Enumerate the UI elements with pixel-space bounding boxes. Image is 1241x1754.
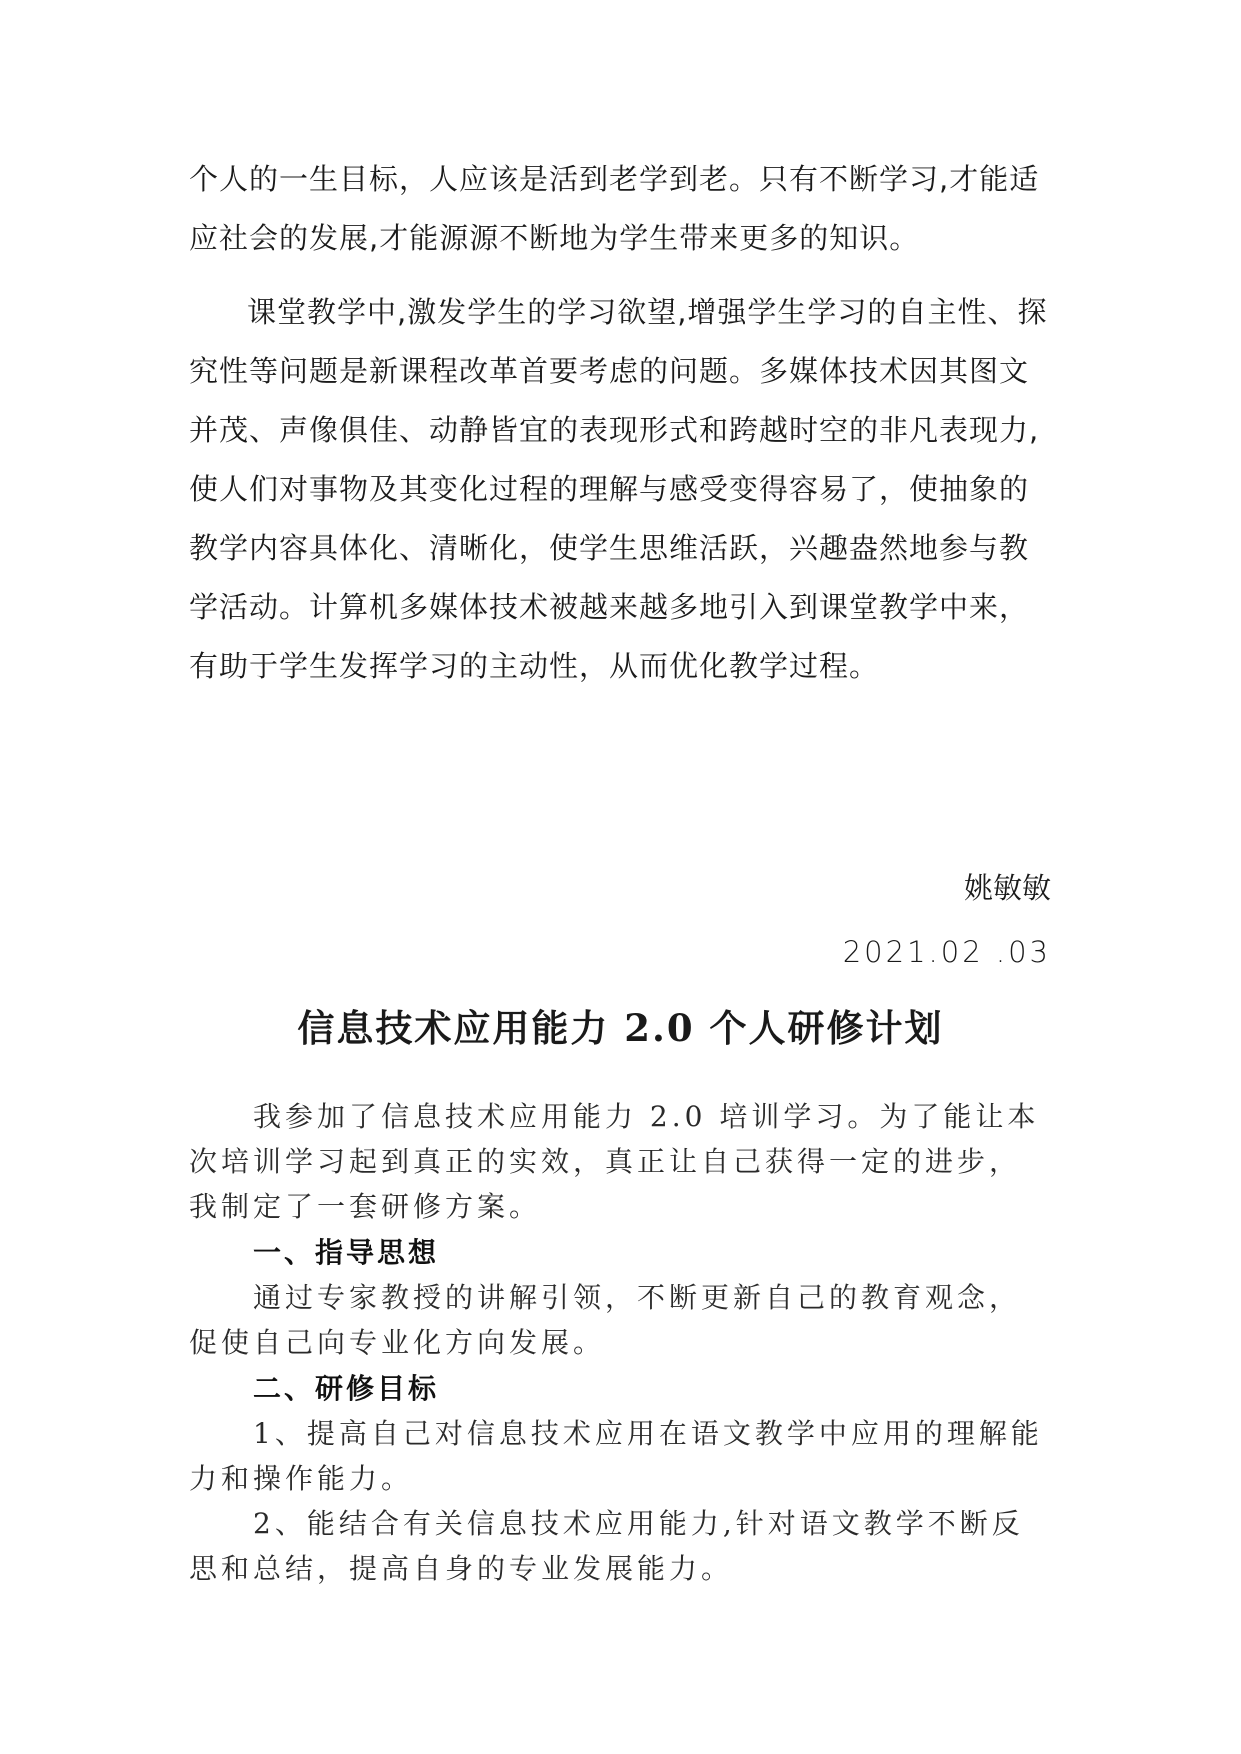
paragraph-multimedia: 课堂教学中,激发学生的学习欲望,增强学生学习的自主性、探究性等问题是新课程改革首要考虑的问题。多媒体技术因其图文并茂、声像俱佳、动静皆宜的表现形式和跨越时空的非凡表现力,使人们对事物及其变化过程的理解与感受变得容易了，使抽象的教学内容具体化、清晰化，使学生思维活跃，兴趣盎然地参与教学活动。计算机多媒体技术被越来越多地引入到课堂教学中来，有助于学生发挥学习的主动性，从而优化教学过程。	[189, 295, 1048, 683]
goal-item-1: 1、提高自己对信息技术应用在语文教学中应用的理解能力和操作能力。	[189, 1417, 1043, 1495]
upper-text-block	[189, 150, 1051, 696]
signature-date: 2021.02 .03	[842, 935, 1051, 969]
goal-item-2: 2、能结合有关信息技术应用能力,针对语文教学不断反思和总结，提高自身的专业发展能力。	[189, 1507, 1024, 1585]
plan-intro: 我参加了信息技术应用能力 2.0 培训学习。为了能让本次培训学习起到真正的实效，真正让自己获得一定的进步，我制定了一套研修方案。	[189, 1100, 1040, 1223]
author-name: 姚敏敏	[963, 871, 1051, 905]
paragraph-continuation: 个人的一生目标，人应该是活到老学到老。只有不断学习,才能适应社会的发展,才能源源不断地为学生带来更多的知识。	[189, 162, 1040, 255]
plan-title: 信息技术应用能力 2.0 个人研修计划	[297, 1006, 944, 1050]
section-text-guiding-thought: 通过专家教授的讲解引领，不断更新自己的教育观念，促使自己向专业化方向发展。	[189, 1281, 1022, 1359]
plan-body	[189, 1094, 1051, 1591]
section-heading-goals: 二、研修目标	[253, 1372, 440, 1405]
section-heading-guiding-thought: 一、指导思想	[253, 1236, 440, 1269]
